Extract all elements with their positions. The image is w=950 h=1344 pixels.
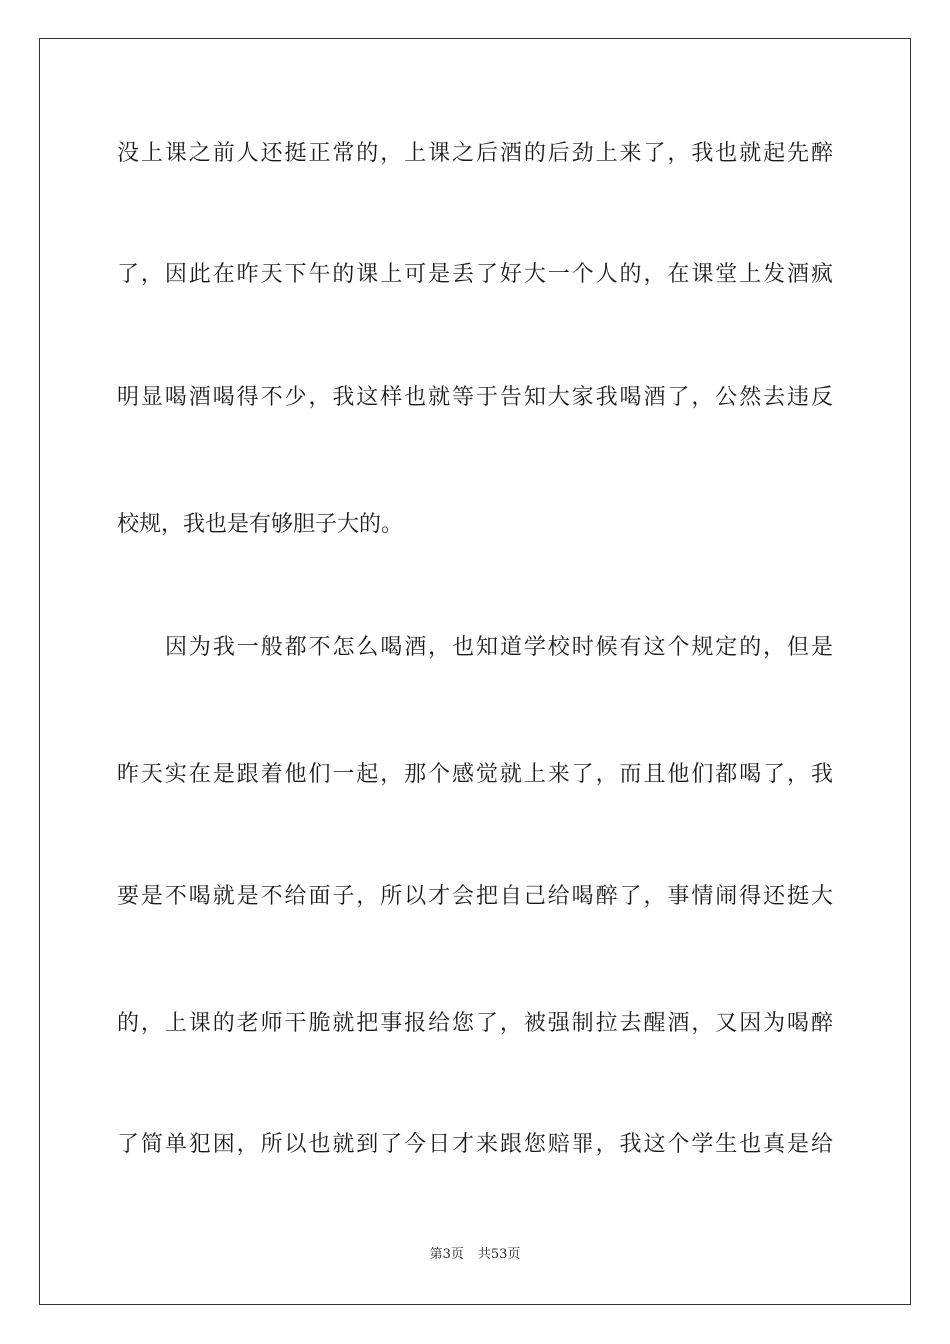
text-line-2: 了，因此在昨天下午的课上可是丢了好大一个人的，在课堂上发酒疯: [117, 262, 833, 287]
text-line-8: 的，上课的老师干脆就把事报给您了，被强制拉去醒酒，又因为喝醉: [117, 1011, 833, 1036]
text-line-5: 因为我一般都不怎么喝酒，也知道学校时候有这个规定的，但是: [165, 635, 833, 660]
page-number: 第3页: [429, 1247, 464, 1262]
page-footer: [0, 1246, 950, 1264]
text-line-3: 明显喝酒喝得不少，我这样也就等于告知大家我喝酒了，公然去违反: [117, 385, 833, 410]
text-line-1: 没上课之前人还挺正常的，上课之后酒的后劲上来了，我也就起先醉: [117, 141, 833, 166]
text-line-4: 校规，我也是有够胆子大的。: [117, 512, 404, 537]
text-line-7: 要是不喝就是不给面子，所以才会把自己给喝醉了，事情闹得还挺大: [117, 884, 833, 909]
text-line-6: 昨天实在是跟着他们一起，那个感觉就上来了，而且他们都喝了，我: [117, 762, 833, 787]
page-border: [39, 38, 911, 1305]
page-total: 共53页: [477, 1247, 521, 1262]
text-line-9: 了简单犯困，所以也就到了今日才来跟您赔罪，我这个学生也真是给: [117, 1132, 833, 1157]
